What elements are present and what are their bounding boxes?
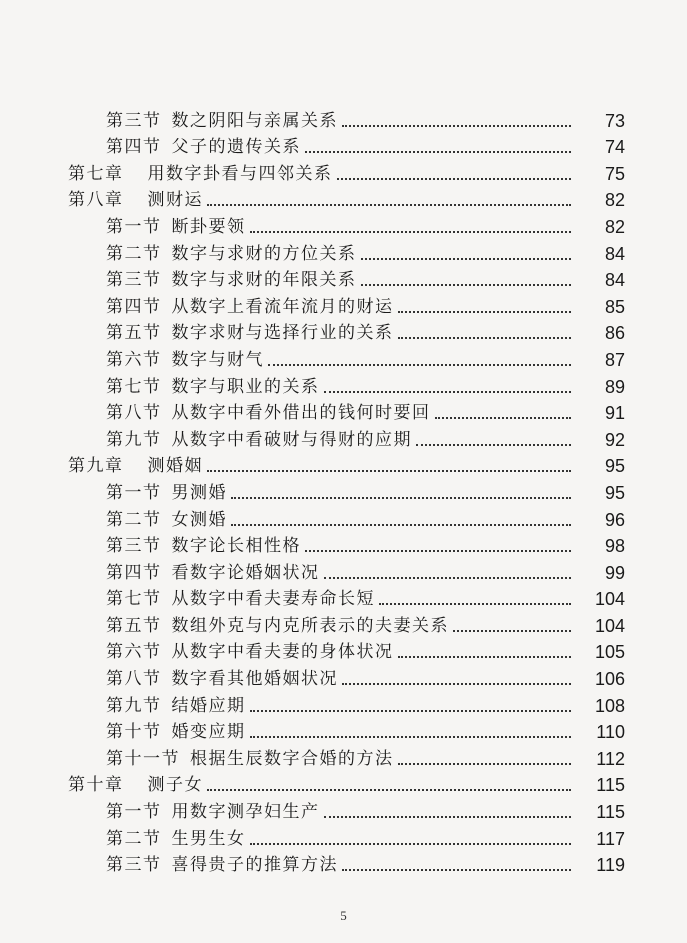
dot-leader (268, 363, 571, 366)
toc-section-row (0, 290, 687, 317)
toc-section-row (0, 662, 687, 689)
toc-section-row (0, 583, 687, 610)
toc-entry-label (106, 244, 357, 264)
dot-leader (337, 177, 572, 180)
toc-page-number: 115 (596, 775, 625, 796)
toc-page-number: 84 (604, 243, 625, 264)
toc-entry-label (106, 323, 394, 343)
toc-entry-title: 测财运 (147, 190, 203, 211)
toc-entry-title: 断卦要领 (171, 216, 246, 237)
toc-entry-label (106, 642, 394, 662)
toc-entry-title: 用数字卦看与四邻关系 (147, 163, 333, 184)
toc-entry-number: 第四节 (106, 562, 162, 583)
toc-entry-number: 第九节 (106, 695, 162, 716)
toc-entry-number: 第九节 (106, 429, 162, 450)
dot-leader (231, 496, 571, 499)
toc-entry-number: 第六节 (106, 642, 162, 663)
toc-entry-title: 根据生辰数字合婚的方法 (190, 748, 394, 769)
toc-entry-label (106, 430, 412, 450)
toc-page-number: 82 (604, 190, 625, 211)
toc-section-row (0, 343, 687, 370)
toc-entry-label (106, 137, 301, 157)
dot-leader (324, 815, 572, 818)
toc-entry-number: 第四节 (106, 296, 162, 317)
toc-page-number: 106 (594, 669, 625, 690)
toc-page-number: 75 (604, 163, 625, 184)
toc-entry-title: 从数字上看流年流月的财运 (171, 296, 394, 317)
toc-entry-number: 第八章 (68, 190, 124, 211)
toc-chapter-row (0, 769, 687, 796)
dot-leader (324, 576, 572, 579)
toc-entry-number: 第十章 (68, 775, 124, 796)
toc-section-row (0, 423, 687, 450)
toc-entry-label (106, 536, 301, 556)
dot-leader (398, 310, 572, 313)
dot-leader (342, 682, 571, 685)
toc-entry-number: 第三节 (106, 855, 162, 876)
toc-page-number: 95 (604, 482, 625, 503)
toc-entry-title: 数字与财气 (171, 349, 264, 370)
toc-entry-number: 第二节 (106, 509, 162, 530)
toc-entry-title: 男测婚 (171, 482, 227, 503)
toc-section-row (0, 210, 687, 237)
toc-entry-number: 第三节 (106, 270, 162, 291)
toc-section-row (0, 317, 687, 344)
toc-entry-number: 第二节 (106, 243, 162, 264)
toc-chapter-row (0, 184, 687, 211)
dot-leader (207, 203, 571, 206)
toc-page-number: 99 (604, 562, 625, 583)
dot-leader (416, 443, 571, 446)
dot-leader (250, 230, 572, 233)
dot-leader (435, 416, 572, 419)
toc-page-number: 119 (596, 855, 625, 876)
toc-entry-label (68, 775, 203, 795)
toc-section-row (0, 716, 687, 743)
toc-section-row (0, 742, 687, 769)
toc-entry-title: 测子女 (147, 775, 203, 796)
toc-section-row (0, 689, 687, 716)
toc-chapter-row (0, 450, 687, 477)
toc-page-number: 87 (604, 349, 625, 370)
dot-leader (361, 283, 572, 286)
toc-page-number: 95 (604, 456, 625, 477)
toc-page-number: 117 (596, 828, 625, 849)
toc-entry-label (106, 563, 320, 583)
dot-leader (207, 469, 571, 472)
toc-section-row (0, 264, 687, 291)
toc-entry-title: 从数字中看夫妻的身体状况 (171, 642, 394, 663)
toc-page-number: 92 (604, 429, 625, 450)
toc-entry-title: 父子的遗传关系 (171, 137, 301, 158)
toc-chapter-row (0, 157, 687, 184)
toc-entry-number: 第三节 (106, 536, 162, 557)
dot-leader (398, 655, 572, 658)
dot-leader (207, 788, 571, 791)
toc-section-row (0, 795, 687, 822)
toc-entry-title: 数字求财与选择行业的关系 (171, 323, 394, 344)
toc-entry-label (106, 403, 431, 423)
toc-entry-number: 第十节 (106, 722, 162, 743)
toc-page-number: 73 (604, 110, 625, 131)
dot-leader (453, 629, 571, 632)
toc-page-number: 105 (594, 642, 625, 663)
toc-entry-title: 从数字中看夫妻寿命长短 (171, 589, 375, 610)
toc-section-row (0, 609, 687, 636)
toc-entry-number: 第一节 (106, 482, 162, 503)
toc-entry-label (106, 297, 394, 317)
toc-entry-label (68, 190, 203, 210)
toc-entry-number: 第七节 (106, 589, 162, 610)
toc-page-number: 86 (604, 323, 625, 344)
toc-entry-title: 婚变应期 (171, 722, 246, 743)
toc-entry-number: 第七节 (106, 376, 162, 397)
toc-entry-number: 第九章 (68, 456, 124, 477)
toc-entry-title: 数字论长相性格 (171, 536, 301, 557)
toc-page-number: 82 (604, 216, 625, 237)
toc-entry-title: 数字与职业的关系 (171, 376, 320, 397)
toc-entry-label (106, 270, 357, 290)
toc-section-row (0, 104, 687, 131)
toc-entry-title: 女测婚 (171, 509, 227, 530)
toc-entry-label (106, 669, 338, 689)
toc-page-number: 98 (604, 536, 625, 557)
dot-leader (361, 257, 572, 260)
toc-entry-number: 第四节 (106, 137, 162, 158)
dot-leader (250, 735, 572, 738)
toc-entry-title: 从数字中看破财与得财的应期 (171, 429, 412, 450)
toc-entry-title: 测婚姻 (147, 456, 203, 477)
dot-leader (305, 150, 571, 153)
toc-entry-title: 看数字论婚姻状况 (171, 562, 320, 583)
toc-entry-label (106, 696, 246, 716)
toc-section-row (0, 849, 687, 876)
toc-section-row (0, 476, 687, 503)
toc-section-row (0, 370, 687, 397)
toc-entry-number: 第五节 (106, 615, 162, 636)
table-of-contents (0, 104, 687, 875)
toc-entry-number: 第八节 (106, 669, 162, 690)
toc-entry-number: 第一节 (106, 216, 162, 237)
toc-entry-number: 第三节 (106, 110, 162, 131)
toc-entry-number: 第一节 (106, 802, 162, 823)
toc-entry-number: 第二节 (106, 828, 162, 849)
toc-entry-label (106, 722, 246, 742)
toc-entry-title: 数之阴阳与亲属关系 (171, 110, 338, 131)
toc-section-row (0, 237, 687, 264)
toc-page-number: 108 (594, 695, 625, 716)
toc-entry-title: 生男生女 (171, 828, 246, 849)
dot-leader (305, 549, 571, 552)
dot-leader (231, 523, 571, 526)
toc-entry-label (106, 483, 227, 503)
toc-entry-label (106, 111, 338, 131)
toc-page-number: 110 (596, 722, 625, 743)
toc-page-number: 115 (596, 802, 625, 823)
toc-entry-number: 第五节 (106, 323, 162, 344)
toc-entry-label (106, 616, 449, 636)
dot-leader (250, 842, 572, 845)
toc-section-row (0, 556, 687, 583)
dot-leader (250, 709, 572, 712)
dot-leader (398, 762, 572, 765)
toc-page-number: 96 (604, 509, 625, 530)
toc-section-row (0, 530, 687, 557)
dot-leader (379, 602, 571, 605)
toc-entry-label (106, 855, 338, 875)
toc-page-number: 74 (604, 137, 625, 158)
toc-page-number: 112 (596, 748, 625, 769)
toc-page-number: 84 (604, 270, 625, 291)
toc-entry-label (68, 456, 203, 476)
toc-page-number: 85 (604, 296, 625, 317)
dot-leader (342, 868, 571, 871)
toc-entry-label (106, 802, 320, 822)
toc-entry-label (106, 217, 246, 237)
toc-entry-label (106, 510, 227, 530)
toc-page-number: 104 (594, 615, 625, 636)
toc-entry-title: 从数字中看外借出的钱何时要回 (171, 403, 431, 424)
toc-entry-label (106, 829, 246, 849)
toc-entry-title: 数字与求财的方位关系 (171, 243, 357, 264)
toc-page-number: 104 (594, 589, 625, 610)
toc-entry-title: 用数字测孕妇生产 (171, 802, 320, 823)
toc-section-row (0, 503, 687, 530)
toc-section-row (0, 636, 687, 663)
page-number: 5 (340, 908, 347, 923)
toc-entry-label (106, 350, 264, 370)
toc-entry-number: 第八节 (106, 403, 162, 424)
toc-entry-number: 第七章 (68, 163, 124, 184)
dot-leader (398, 336, 572, 339)
toc-entry-label (106, 377, 320, 397)
toc-section-row (0, 822, 687, 849)
toc-entry-title: 数组外克与内克所表示的夫妻关系 (171, 615, 449, 636)
toc-entry-title: 结婚应期 (171, 695, 246, 716)
toc-entry-title: 喜得贵子的推算方法 (171, 855, 338, 876)
dot-leader (342, 124, 571, 127)
toc-entry-label (68, 164, 333, 184)
toc-section-row (0, 131, 687, 158)
toc-entry-label (106, 589, 375, 609)
toc-entry-number: 第十一节 (106, 748, 180, 769)
toc-page-number: 91 (604, 403, 625, 424)
toc-entry-title: 数字与求财的年限关系 (171, 270, 357, 291)
toc-section-row (0, 397, 687, 424)
toc-page-number: 89 (604, 376, 625, 397)
toc-entry-title: 数字看其他婚姻状况 (171, 669, 338, 690)
toc-entry-label (106, 749, 394, 769)
dot-leader (324, 390, 572, 393)
toc-entry-number: 第六节 (106, 349, 162, 370)
